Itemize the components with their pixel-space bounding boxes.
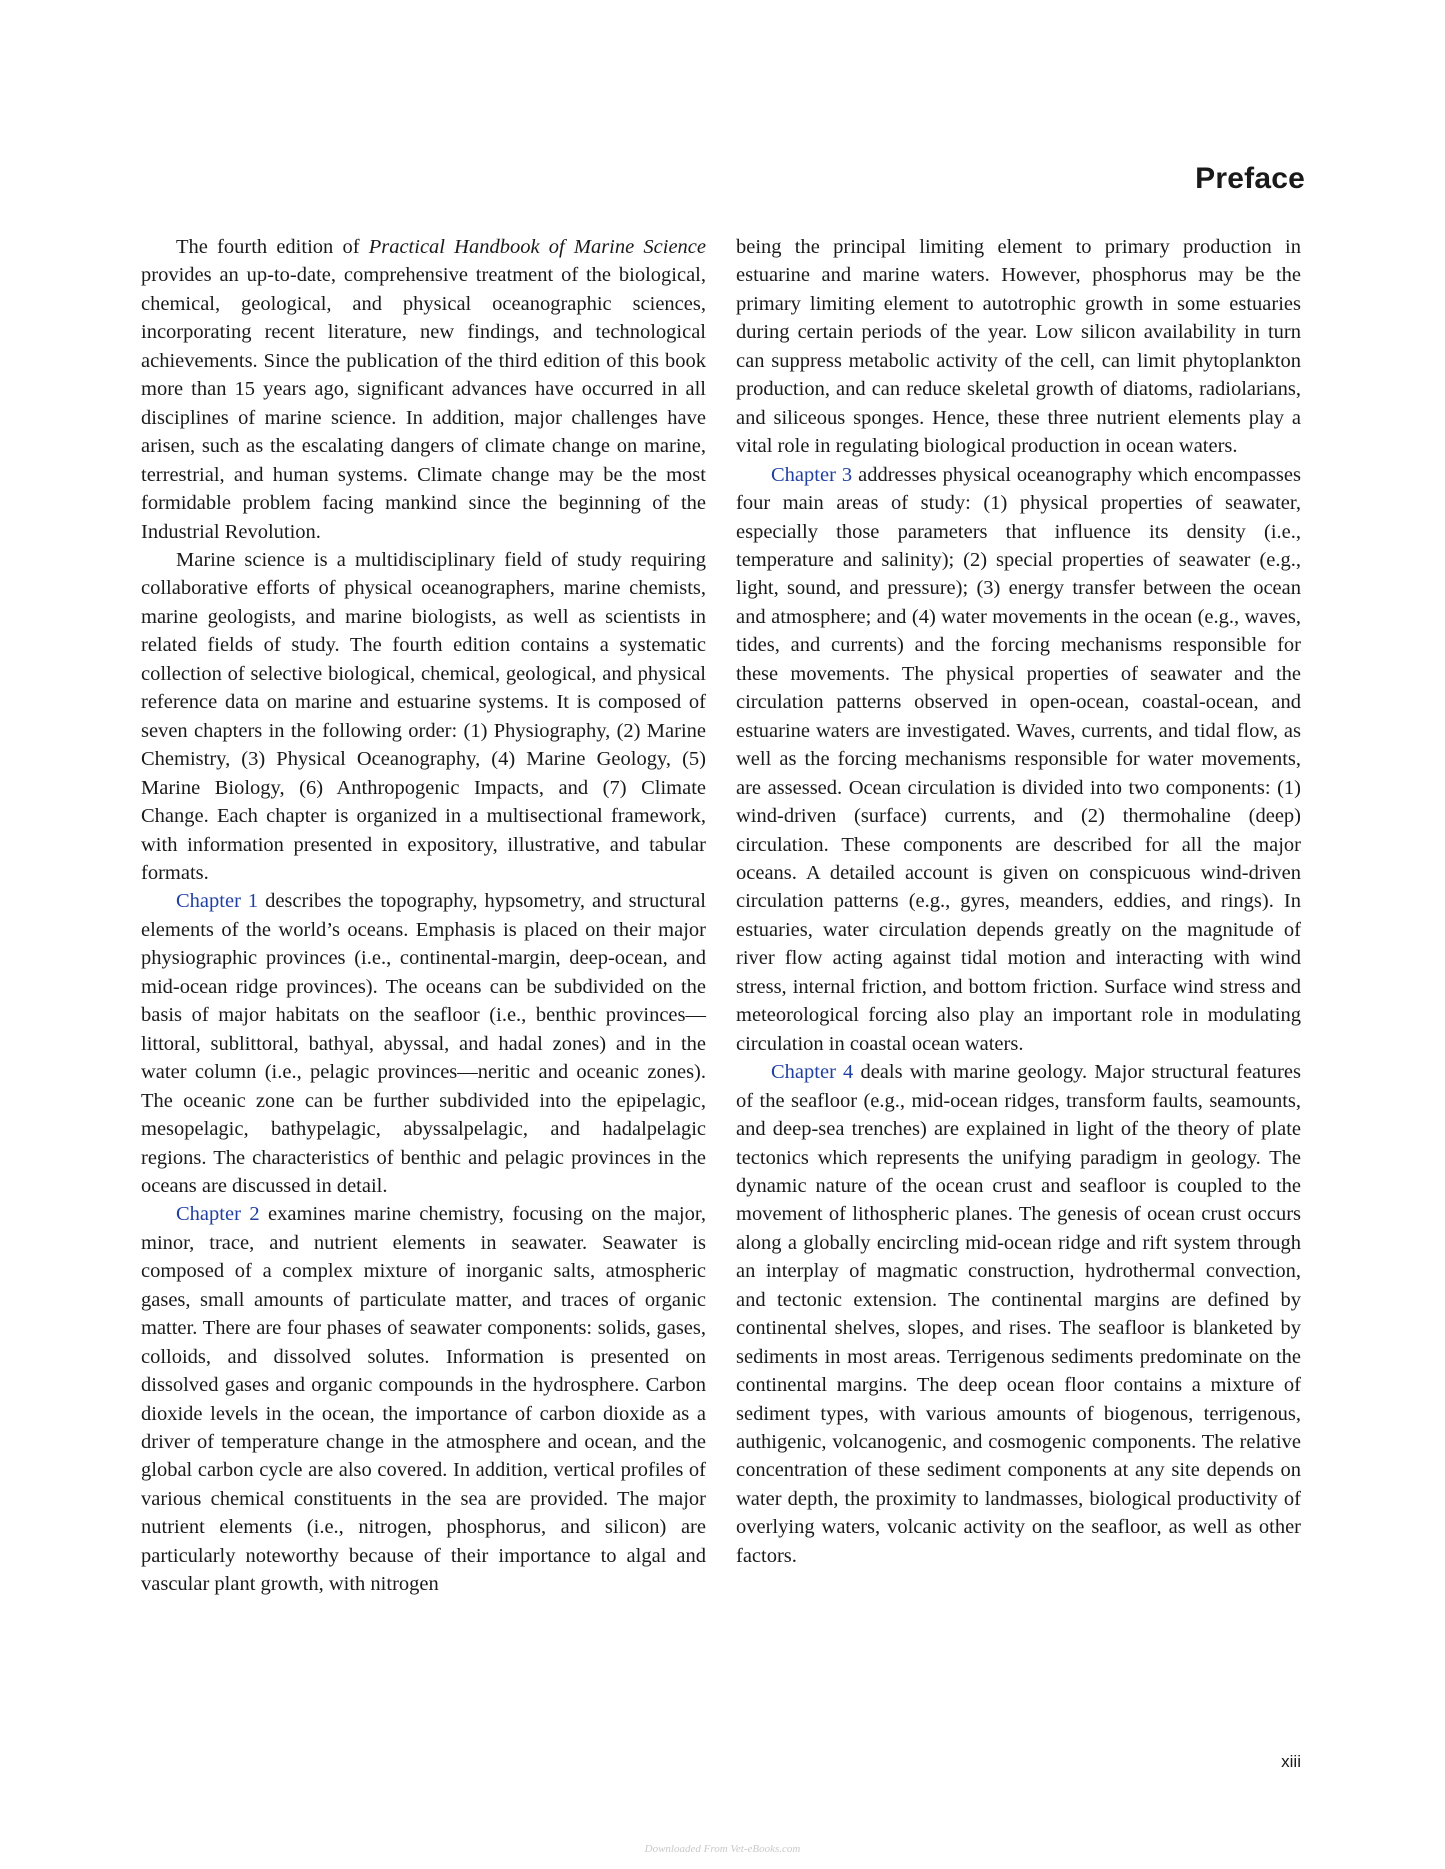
book-title: Practical Handbook of Marine Science — [368, 236, 706, 258]
paragraph-chapter-4 — [736, 1058, 1301, 1570]
paragraph-chapter-1 — [141, 887, 706, 1200]
paragraph-intro-lead: The fourth edition of — [176, 236, 369, 258]
download-watermark: Downloaded From Vet-eBooks.com — [644, 1843, 801, 1855]
right-column — [736, 233, 1301, 1570]
chapter-1-link[interactable]: Chapter 1 — [176, 890, 259, 913]
paragraph-chapter-3 — [736, 461, 1301, 1059]
paragraph-chapter-2-continued: being the principal limiting element to primary production in estuarine and marine waters. However, phosphorus may be the primary limiting element to autotrophic growth in some estuaries during certain periods of the year. Low silicon availability in turn can suppress metabolic activity of the cell, can limit phytoplankton production, and can reduce skeletal growth of diatoms, radiolarians, and siliceous sponges. Hence, these three nutrient elements play a vital role in regulating biological production in ocean waters. — [736, 236, 1301, 458]
paragraph-chapter-3-text: addresses physical oceanography which encompasses four main areas of study: (1) physical properties of seawater, especially those parameters that influence its density (i.e., temperature and salinity); (2) special properties of seawater (e.g., light, sound, and pressure); (3) energy transfer between the ocean and atmosphere; and (4) water movements in the ocean (e.g., waves, tides, and currents) and the forcing mechanisms responsible for these movements. The physical properties of seawater and the circulation patterns observed in open-ocean, coastal-ocean, and estuarine waters are investigated. Waves, currents, and tidal flow, as well as the forcing mechanisms responsible for water movements, are assessed. Ocean circulation is divided into two components: (1) wind-driven (surface) currents, and (2) thermohaline (deep) circulation. These components are described for all the major oceans. A detailed account is given on conspicuous wind-driven circulation patterns (e.g., gyres, meanders, eddies, and rings). In estuaries, water circulation depends greatly on the magnitude of river flow acting against tidal motion and interacting with wind stress, internal friction, and bottom friction. Surface wind stress and meteorological forcing also play an important role in modulating circulation in coastal ocean waters. — [736, 463, 1301, 1055]
paragraph-intro-text: provides an up-to-date, comprehensive treatment of the biological, chemical, geological, and physical oceanographic sciences, incorporating recent literature, new findings, and technological achievements. Since the publication of the third edition of this book more than 15 years ago, significant advances have occurred in all disciplines of marine science. In addition, major challenges have arisen, such as the escalating dangers of climate change on marine, terrestrial, and human systems. Climate change may be the most formidable problem facing mankind since the beginning of the Industrial Revolution. — [141, 264, 706, 543]
paragraph-intro — [141, 233, 706, 546]
paragraph-chapter-1-text: describes the topography, hypsometry, and structural elements of the world’s oceans. Emphasis is placed on their major physiographic provinces (i.e., continental-margin, deep-ocean, and mid-ocean ridge provinces). The oceans can be subdivided on the basis of major habitats on the seafloor (i.e., benthic provinces—littoral, sublittoral, bathyal, abyssal, and hadal zones) and in the water column (i.e., pelagic provinces—neritic and oceanic zones). The oceanic zone can be further subdivided into the epipelagic, mesopelagic, bathypelagic, abyssalpelagic, and hadalpelagic regions. The characteristics of benthic and pelagic provinces in the oceans are discussed in detail. — [141, 890, 706, 1197]
chapter-2-link[interactable]: Chapter 2 — [176, 1203, 260, 1226]
paragraph-chapter-4-text: deals with marine geology. Major structural features of the seafloor (e.g., mid-ocean ridges, transform faults, seamounts, and deep-sea trenches) are explained in light of the theory of plate tectonics which represents the unifying paradigm in geology. The dynamic nature of the ocean crust and seafloor is coupled to the movement of lithospheric planes. The genesis of ocean crust occurs along a globally encircling mid-ocean ridge and rift system through an interplay of magmatic construction, hydrothermal convection, and tectonic extension. The continental margins are defined by continental shelves, slopes, and rises. The seafloor is blanketed by sediments in most areas. Terrigenous sediments predominate on the continental margins. The deep ocean floor contains a mixture of sediment types, with various amounts of biogenous, terrigenous, authigenic, volcanogenic, and cosmogenic components. The relative concentration of these sediment components at any site depends on water depth, the proximity to landmasses, biological productivity of overlying waters, volcanic activity on the seafloor, as well as other factors. — [736, 1061, 1301, 1567]
chapter-3-link[interactable]: Chapter 3 — [771, 463, 853, 486]
paragraph-overview: Marine science is a multidisciplinary field of study requiring collaborative efforts of physical oceanographers, marine chemists, marine geologists, and marine biologists, as well as scientists in related fields of study. The fourth edition contains a systematic collection of selective biological, chemical, geological, and physical reference data on marine and estuarine systems. It is composed of seven chapters in the following order: (1) Physiography, (2) Marine Chemistry, (3) Physical Oceanography, (4) Marine Geology, (5) Marine Biology, (6) Anthropogenic Impacts, and (7) Climate Change. Each chapter is organized in a multisectional framework, with information presented in expository, illustrative, and tabular formats. — [141, 548, 706, 884]
page-title: Preface — [1195, 162, 1305, 195]
paragraph-chapter-2-text: examines marine chemistry, focusing on the major, minor, trace, and nutrient elements in seawater. Seawater is composed of a complex mixture of inorganic salts, atmospheric gases, small amounts of particulate matter, and traces of organic matter. There are four phases of seawater components: solids, gases, colloids, and dissolved solutes. Information is presented on dissolved gases and organic compounds in the hydrosphere. Carbon dioxide levels in the ocean, the importance of carbon dioxide as a driver of temperature change in the atmosphere and ocean, and the global carbon cycle are also covered. In addition, vertical profiles of various chemical constituents in the sea are provided. The major nutrient elements (i.e., nitrogen, phosphorus, and silicon) are particularly noteworthy because of their importance to algal and vascular plant growth, with nitrogen — [141, 1203, 706, 1596]
paragraph-chapter-2 — [141, 1200, 706, 1598]
left-column — [141, 233, 706, 1599]
page-number: xiii — [1281, 1752, 1301, 1771]
chapter-4-link[interactable]: Chapter 4 — [771, 1061, 854, 1084]
